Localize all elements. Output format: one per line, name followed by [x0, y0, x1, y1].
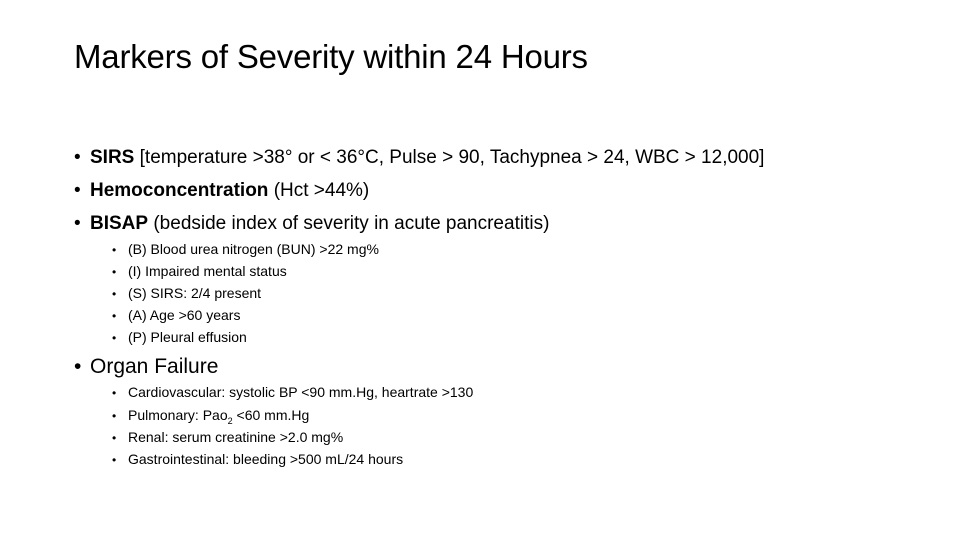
sub-bullet-gastrointestinal	[112, 451, 403, 467]
bullet-text: Organ Failure	[90, 355, 219, 378]
sub-bullet-pulmonary	[112, 407, 310, 426]
bullet-marker: •	[74, 213, 81, 234]
pulmonary-pre: Pulmonary: Pao	[128, 407, 228, 423]
bullet-bold: SIRS	[90, 147, 135, 168]
bullet-marker: •	[112, 386, 117, 400]
sub-bullet-text	[128, 407, 310, 426]
sub-bullet-text: Cardiovascular: systolic BP <90 mm.Hg, heartrate >130	[128, 384, 474, 400]
bullet-marker: •	[112, 331, 117, 345]
bullet-bold: Hemoconcentration	[90, 180, 269, 201]
bullet-marker: •	[112, 309, 117, 323]
bullet-text	[90, 147, 764, 169]
bullet-text	[90, 213, 549, 235]
pulmonary-post: <60 mm.Hg	[232, 407, 310, 423]
bullet-marker: •	[112, 409, 117, 423]
bullet-rest: (bedside index of severity in acute pancreatitis)	[148, 213, 550, 234]
bullet-marker: •	[74, 355, 82, 378]
bullet-rest: [temperature >38° or < 36°C, Pulse > 90, Tachypnea > 24, WBC > 12,000]	[134, 147, 765, 168]
sub-bullet-mental-status	[112, 263, 287, 279]
bullet-bisap	[74, 213, 549, 235]
bullet-hemoconcentration	[74, 180, 369, 202]
bullet-marker: •	[112, 431, 117, 445]
sub-bullet-pleural-effusion	[112, 329, 247, 345]
bullet-marker: •	[112, 453, 117, 467]
bullet-organ-failure	[74, 355, 218, 379]
bullet-marker: •	[74, 180, 81, 201]
bullet-rest: (Hct >44%)	[268, 180, 370, 201]
pulmonary-subscript: 2	[227, 415, 233, 426]
slide-title: Markers of Severity within 24 Hours	[74, 38, 588, 75]
sub-bullet-text: Gastrointestinal: bleeding >500 mL/24 hours	[128, 451, 404, 467]
bullet-sirs	[74, 147, 764, 169]
sub-bullet-cardiovascular	[112, 384, 473, 400]
sub-bullet-age	[112, 307, 240, 323]
bullet-marker: •	[112, 265, 117, 279]
sub-bullet-text: Renal: serum creatinine >2.0 mg%	[128, 429, 344, 445]
sub-bullet-renal	[112, 429, 343, 445]
bullet-bold: BISAP	[90, 213, 149, 234]
sub-bullet-sirs	[112, 285, 261, 301]
bullet-text	[90, 180, 369, 202]
bullet-marker: •	[74, 147, 81, 168]
sub-bullet-bun	[112, 241, 379, 257]
sub-bullet-text: (B) Blood urea nitrogen (BUN) >22 mg%	[128, 241, 379, 257]
sub-bullet-text: (P) Pleural effusion	[128, 329, 247, 345]
bullet-marker: •	[112, 243, 117, 257]
sub-bullet-text: (I) Impaired mental status	[128, 263, 287, 279]
sub-bullet-text: (A) Age >60 years	[128, 307, 241, 323]
bullet-marker: •	[112, 287, 117, 301]
sub-bullet-text: (S) SIRS: 2/4 present	[128, 285, 262, 301]
